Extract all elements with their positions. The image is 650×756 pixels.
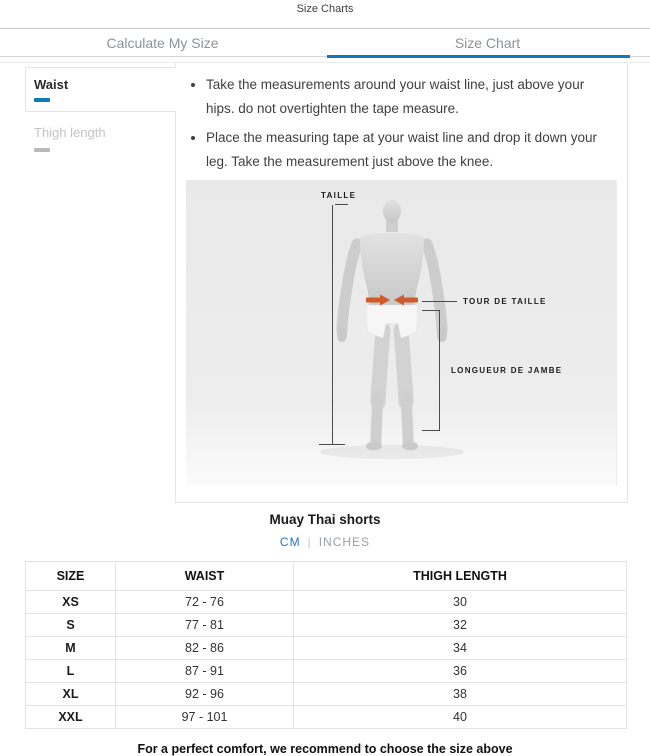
size-value: XL [26,683,116,706]
thigh-length-value: 36 [294,660,627,683]
measurement-diagram [186,180,617,486]
instruction-item: • Take the measurements around your waist line, just above your hips. do not overtighten the tape measure. [206,73,613,121]
unit-toggle [0,535,650,549]
unit-inches-button[interactable]: INCHES [318,535,371,549]
waist-value: 82 - 86 [116,637,294,660]
size-value: L [26,660,116,683]
size-value: XXL [26,706,116,729]
unit-cm-button[interactable]: CM [279,535,301,549]
active-indicator-bar [34,98,50,102]
thigh-length-value: 40 [294,706,627,729]
sidebar-item-label: Thigh length [34,125,106,140]
column-header-size: SIZE [26,562,116,591]
tab-calculate-my-size[interactable]: Calculate My Size [106,35,219,51]
column-header-waist: WAIST [116,562,294,591]
waist-value: 87 - 91 [116,660,294,683]
height-measure-line [332,205,333,444]
waist-value: 92 - 96 [116,683,294,706]
height-bottom-tick [319,444,345,445]
table-row [26,660,627,683]
waist-value: 72 - 76 [116,591,294,614]
waist-pointer-line [422,301,457,302]
size-value: S [26,614,116,637]
size-value: XS [26,591,116,614]
sidebar-item-thigh-length[interactable] [25,125,175,152]
size-value: M [26,637,116,660]
leg-measure-line [439,310,440,431]
instruction-list [186,73,613,174]
figure-label-height: TAILLE [321,191,357,200]
sidebar-item-label: Waist [34,77,69,92]
thigh-length-value: 30 [294,591,627,614]
main-content [25,63,628,503]
instruction-item: • Place the measuring tape at your waist line and drop it down your leg. Take the measurement just above the knee. [206,126,613,174]
table-row [26,683,627,706]
instructions-panel [175,63,628,503]
table-row [26,591,627,614]
leg-bottom-tick [422,430,439,431]
mannequin-figure-image [186,180,616,486]
tab-size-chart[interactable]: Size Chart [325,29,650,56]
inactive-indicator-bar [34,148,50,152]
size-recommendation-note: For a perfect comfort, we recommend to choose the size above [137,742,513,756]
table-row [26,706,627,729]
table-row [26,614,627,637]
figure-label-leg: LONGUEUR DE JAMBE [451,366,563,375]
thigh-length-value: 34 [294,637,627,660]
thigh-length-value: 38 [294,683,627,706]
leg-top-tick [422,310,439,311]
waist-value: 97 - 101 [116,706,294,729]
table-header-row [26,562,627,591]
thigh-length-value: 32 [294,614,627,637]
figure-label-waist: TOUR DE TAILLE [463,297,547,306]
page-title: Size Charts [296,3,354,15]
measurement-sidebar [25,63,175,152]
column-header-thigh-length: THIGH LENGTH [294,562,627,591]
tab-bar [0,28,650,57]
waist-value: 77 - 81 [116,614,294,637]
sidebar-item-waist[interactable] [25,67,176,112]
product-name: Muay Thai shorts [269,512,381,527]
height-tick-line [335,204,348,205]
size-chart-table [25,561,627,729]
table-row [26,637,627,660]
unit-separator: | [307,535,312,549]
